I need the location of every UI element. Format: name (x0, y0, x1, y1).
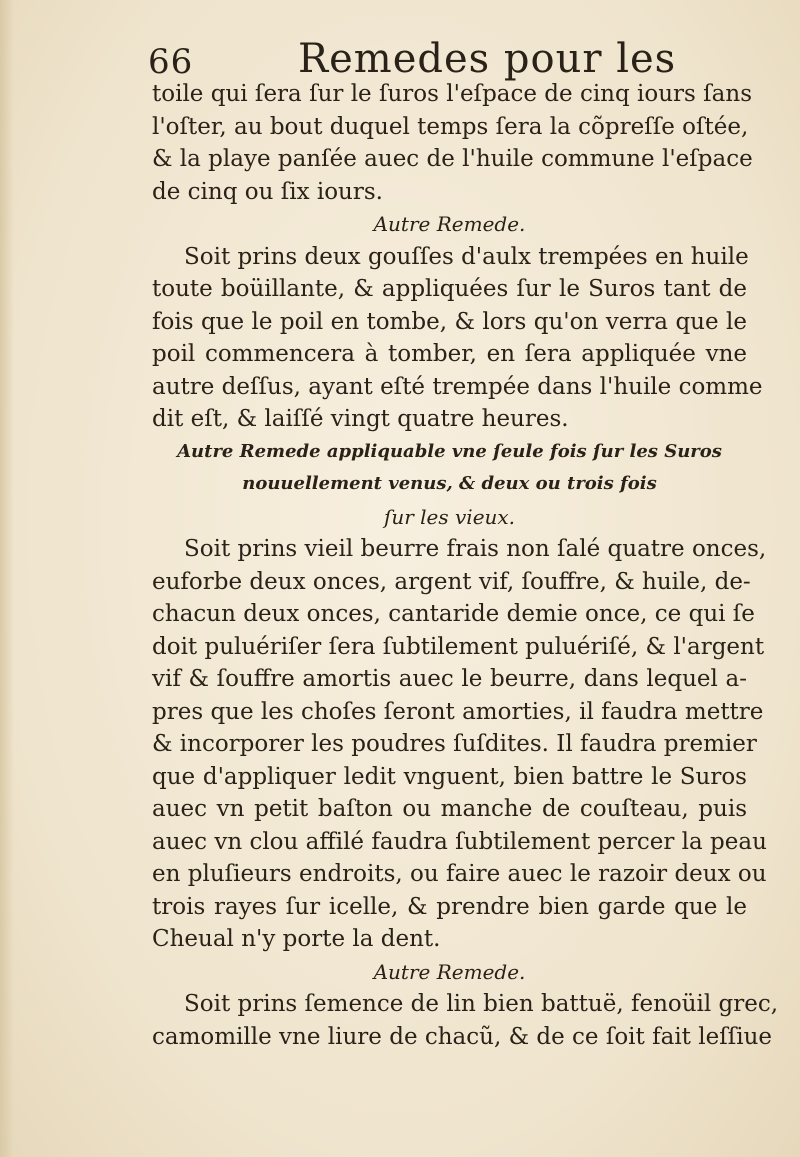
page-edge-shadow (0, 0, 14, 1157)
body-line: poil commencera à tomber, en ſera appliquée vne (152, 341, 747, 367)
body-line: autre deſſus, ayant eſté trempée dans l'huile comme (152, 373, 763, 400)
paragraph-start-line: Soit prins vieil beurre frais non ſalé quatre onces, (184, 536, 767, 562)
body-line: en pluſieurs endroits, ou faire auec le razoir deux ou (152, 861, 767, 887)
body-line: camomille vne liure de chacũ, & de ce ſoit fait leſſiue (152, 1023, 773, 1050)
section-heading: Autre Remede appliquable vne ſeule fois ſur les Suros (177, 440, 722, 462)
body-line: toute boüillante, & appliquées ſur le Suros tant de (152, 276, 747, 302)
body-line: auec vn petit baſton ou manche de couſteau, puis (152, 796, 747, 822)
running-title: Remedes pour les (298, 36, 677, 82)
body-line: de cinq ou ſix iours. (152, 178, 383, 205)
body-line: vif & ſouffre amortis auec le beurre, dans lequel a- (152, 666, 747, 692)
section-heading: ſur les vieux. (383, 504, 516, 529)
body-line: chacun deux onces, cantaride demie once, ce qui ſe (152, 601, 755, 627)
body-line: l'oſter, au bout duquel temps ſera la cõpreſſe oſtée, (152, 113, 749, 140)
body-line: pres que les choſes ſeront amorties, il faudra mettre (152, 698, 764, 725)
body-line: que d'appliquer ledit vnguent, bien battre le Suros (152, 763, 747, 790)
page-number: 66 (148, 42, 194, 82)
body-line: & la playe panſée auec de l'huile commune l'eſpace (152, 146, 753, 172)
body-line: doit puluériſer ſera ſubtilement puluériſé, & l'argent (152, 633, 765, 660)
section-heading: Autre Remede. (373, 212, 526, 236)
body-line: euforbe deux onces, argent vif, ſouffre, & huile, de- (152, 568, 751, 595)
paragraph-start-line: Soit prins deux gouſſes d'aulx trempées en huile (184, 243, 749, 270)
body-line: toile qui ſera ſur le ſuros l'eſpace de cinq iours ſans (152, 81, 752, 107)
body-line: trois rayes ſur icelle, & prendre bien garde que le (152, 893, 747, 920)
body-line: auec vn clou affilé faudra ſubtilement percer la peau (152, 828, 767, 855)
body-line: dit eſt, & laiſſé vingt quatre heures. (152, 406, 569, 432)
section-heading: Autre Remede. (373, 959, 526, 984)
body-line: & incorporer les poudres ſuſdites. Il faudra premier (152, 731, 757, 757)
body-line: fois que le poil en tombe, & lors qu'on verra que le (152, 308, 747, 335)
text-block (152, 78, 779, 1053)
paragraph-start-line: Soit prins ſemence de lin bien battuë, fenoüil grec, (184, 991, 779, 1017)
body-line: Cheual n'y porte la dent. (152, 926, 441, 952)
section-heading: nouuellement venus, & deux ou trois fois (242, 473, 657, 494)
